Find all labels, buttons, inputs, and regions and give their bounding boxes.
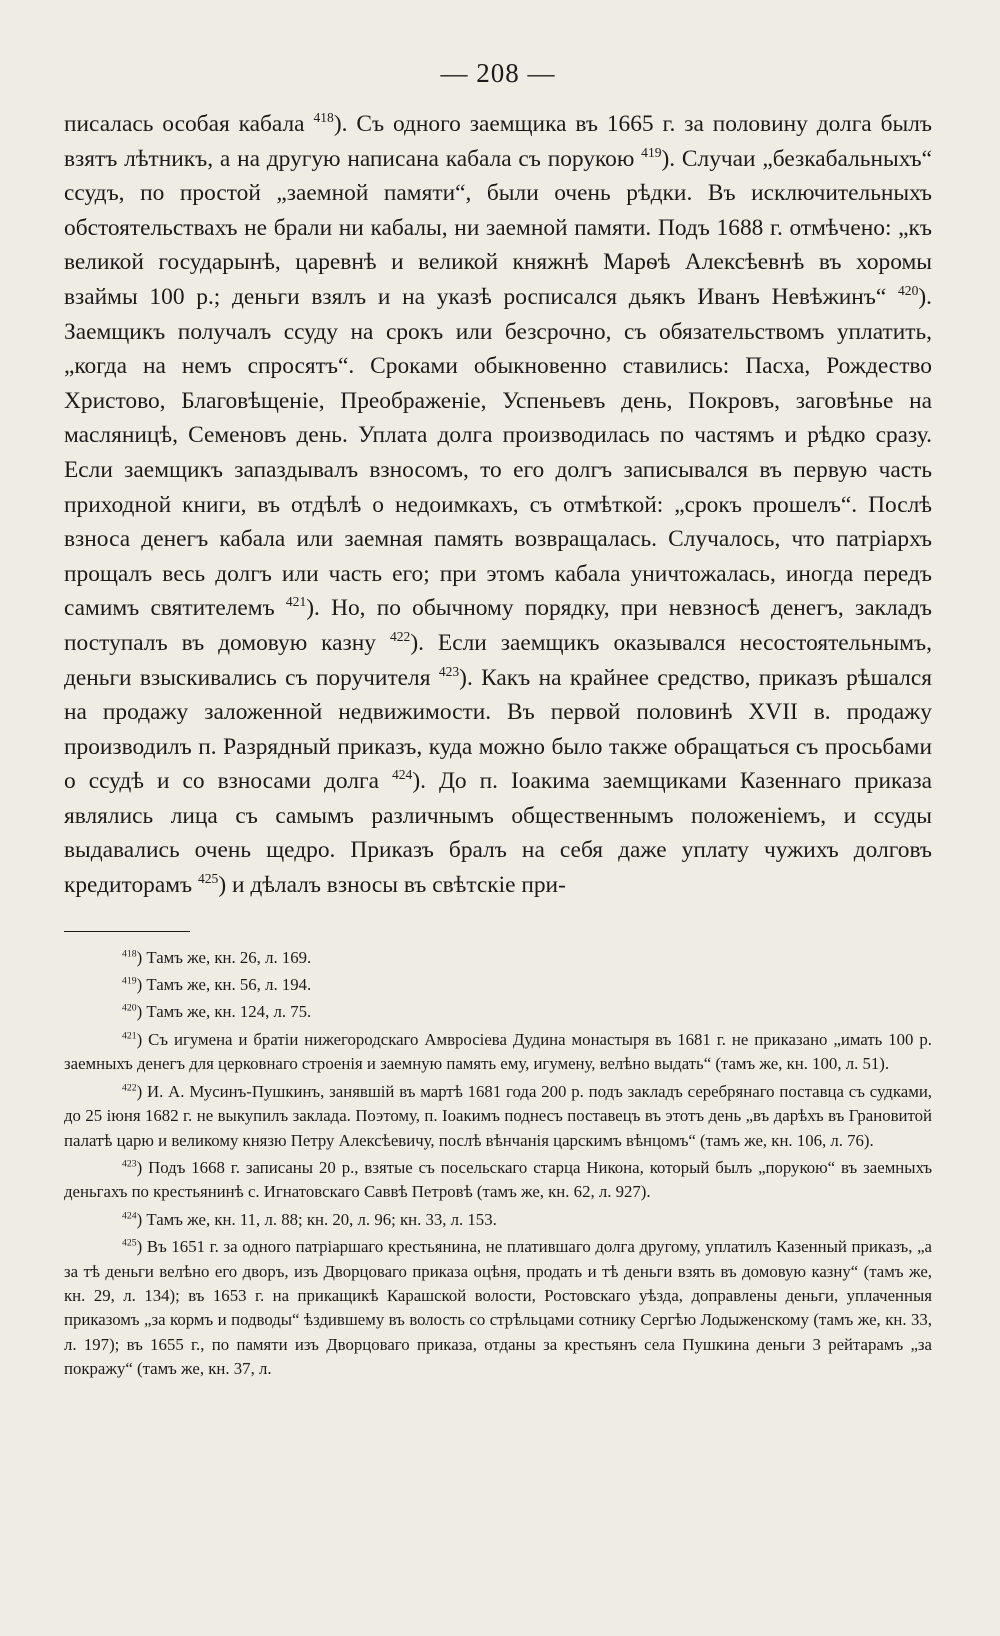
footnote-text: ) Тамъ же, кн. 11, л. 88; кн. 20, л. 96; кн. 33, л. 153. xyxy=(136,1209,497,1229)
footnote-text: ) Въ 1651 г. за одного патріаршаго крестьянина, не платившаго долга другому, уплатилъ Казенный приказъ, „а за тѣ деньги велѣно его дворъ, изъ Дворцоваго приказа оцѣня, продать и тѣ деньги взять въ домовую казну“ (тамъ же, кн. 29, л. 134); въ 1653 г. на прикащикѣ Карашской волости, Ростовскаго уѣзда, доправлены деньги, уплаченныя приказомъ „за кормъ и подводы“ ѣздившему въ волость со стрѣльцами сотнику Сергѣю Лодыженскому (тамъ же, кн. 33, л. 197); въ 1655 г., по памяти изъ Дворцоваго приказа, отданы за крестьянъ села Пушкина деньги 3 рейтарамъ „за покражу“ (тамъ же, кн. 37, л. xyxy=(64,1237,932,1379)
text-run: ). До п. Іоакима заемщиками Казеннаго приказа являлись лица съ самымъ различнымъ общественнымъ положеніемъ, и ссуды выдавались очень щедро. Приказъ бралъ на себя даже уплату чужихъ долговъ кредиторамъ xyxy=(64,768,932,899)
footnote-number: 419 xyxy=(122,975,137,987)
footnote-425 xyxy=(64,1235,932,1381)
footnote-424 xyxy=(64,1208,932,1232)
footnote-ref: 419 xyxy=(641,144,662,160)
main-paragraph xyxy=(64,107,932,903)
footnote-419 xyxy=(64,973,932,997)
footnote-number: 418 xyxy=(122,948,137,960)
footnote-420 xyxy=(64,1000,932,1024)
text-run: ) и дѣлалъ взносы въ свѣтскіе при- xyxy=(218,872,566,899)
footnote-number: 420 xyxy=(122,1002,137,1014)
footnote-423 xyxy=(64,1156,932,1205)
text-run: ). Случаи „безкабальныхъ“ ссудъ, по простой „заемной памяти“, были очень рѣдки. Въ исключительныхъ обстоятельствахъ не брали ни кабалы, ни заемной памяти. Подъ 1688 г. отмѣчено: „къ великой государынѣ, царевнѣ и великой княжнѣ Марѳѣ Алексѣевнѣ въ хоромы взаймы 100 р.; деньги взялъ и на указѣ росписался дьякъ Иванъ Невѣжинъ“ xyxy=(64,145,932,310)
footnotes-section xyxy=(64,946,932,1382)
footnote-divider xyxy=(64,931,190,932)
footnote-ref: 418 xyxy=(313,110,334,126)
page-number: — 208 — xyxy=(440,58,556,88)
footnote-text: ) Тамъ же, кн. 56, л. 194. xyxy=(136,975,312,995)
footnote-421 xyxy=(64,1028,932,1077)
text-run: писалась особая кабала xyxy=(64,111,314,137)
footnote-text: ) Съ игумена и братіи нижегородскаго Амвросіева Дудина монастыря въ 1681 г. не приказано „имать 100 р. заемныхъ денегъ для церковнаго строенія и заемную память ему, игумену, велѣно выдать“ (тамъ же, кн. 100, л. 51). xyxy=(64,1029,932,1074)
footnote-text: ) И. А. Мусинъ-Пушкинъ, занявшій въ мартѣ 1681 года 200 р. подъ закладъ серебрянаго поставца съ судками, до 25 іюня 1682 г. не выкупилъ заклада. Поэтому, п. Іоакимъ поднесъ поставецъ въ этотъ день „въ дарѣхъ въ Грановитой палатѣ царю и великому князю Петру Алексѣевичу, послѣ вѣнчанія царскимъ вѣнцомъ“ (тамъ же, кн. 106, л. 76). xyxy=(64,1081,932,1150)
footnote-number: 425 xyxy=(122,1237,137,1249)
footnote-text: ) Тамъ же, кн. 124, л. 75. xyxy=(136,1002,312,1022)
footnote-422 xyxy=(64,1080,932,1153)
text-run: ). Но, по обычному порядку, при невзносѣ денегъ, закладъ поступалъ въ домовую казну xyxy=(64,595,932,656)
footnote-ref: 423 xyxy=(438,663,460,679)
footnote-418 xyxy=(64,946,932,970)
footnote-ref: 425 xyxy=(197,871,219,887)
footnote-number: 423 xyxy=(122,1158,137,1170)
footnote-ref: 420 xyxy=(898,283,919,299)
footnote-ref: 421 xyxy=(285,594,307,610)
text-run: ). Заемщикъ получалъ ссуду на срокъ или безсрочно, съ обязательствомъ уплатить, „когда на немъ спросятъ“. Сроками обыкновенно ставились: Пасха, Рождество Христово, Благовѣщеніе, Преображеніе, Успеньевъ день, Покровъ, заговѣнье на масляницѣ, Семеновъ день. Уплата долга производилась по частямъ и рѣдко сразу. Если заемщикъ запаздывалъ взносомъ, то его долгъ записывался въ первую часть приходной книги, въ отдѣлѣ о недоимкахъ, съ отмѣткой: „срокъ прошелъ“. Послѣ взноса денегъ кабала или заемная память возвращалась. Случалось, что патріархъ прощалъ весь долгъ или часть его; при этомъ кабала уничтожалась, иногда передъ самимъ святителемъ xyxy=(64,283,932,622)
footnote-number: 422 xyxy=(122,1082,137,1094)
text-run: ). Съ одного заемщика въ 1665 г. за половину долга былъ взятъ лѣтникъ, а на другую написана кабала съ порукою xyxy=(64,111,932,172)
footnote-ref: 424 xyxy=(391,767,413,783)
footnote-text: ) Подъ 1668 г. записаны 20 р., взятые съ посельскаго старца Никона, который былъ „порукою“ въ заемныхъ деньгахъ по крестьянинѣ с. Игнатовскаго Саввѣ Петровѣ (тамъ же, кн. 62, л. 927). xyxy=(64,1157,932,1202)
footnote-text: ) Тамъ же, кн. 26, л. 169. xyxy=(136,947,312,967)
text-run: ). Если заемщикъ оказывался несостоятельнымъ, деньги взыскивались съ поручителя xyxy=(64,629,932,691)
footnote-number: 421 xyxy=(122,1030,137,1042)
text-run: ). Какъ на крайнее средство, приказъ рѣшался на продажу заложенной недвижимости. Въ первой половинѣ XVII в. продажу производилъ п. Разрядный приказъ, куда можно было также обращаться съ просьбами о ссудѣ и со взносами долга xyxy=(64,664,932,795)
footnote-number: 424 xyxy=(122,1210,137,1222)
footnote-ref: 422 xyxy=(389,629,411,645)
